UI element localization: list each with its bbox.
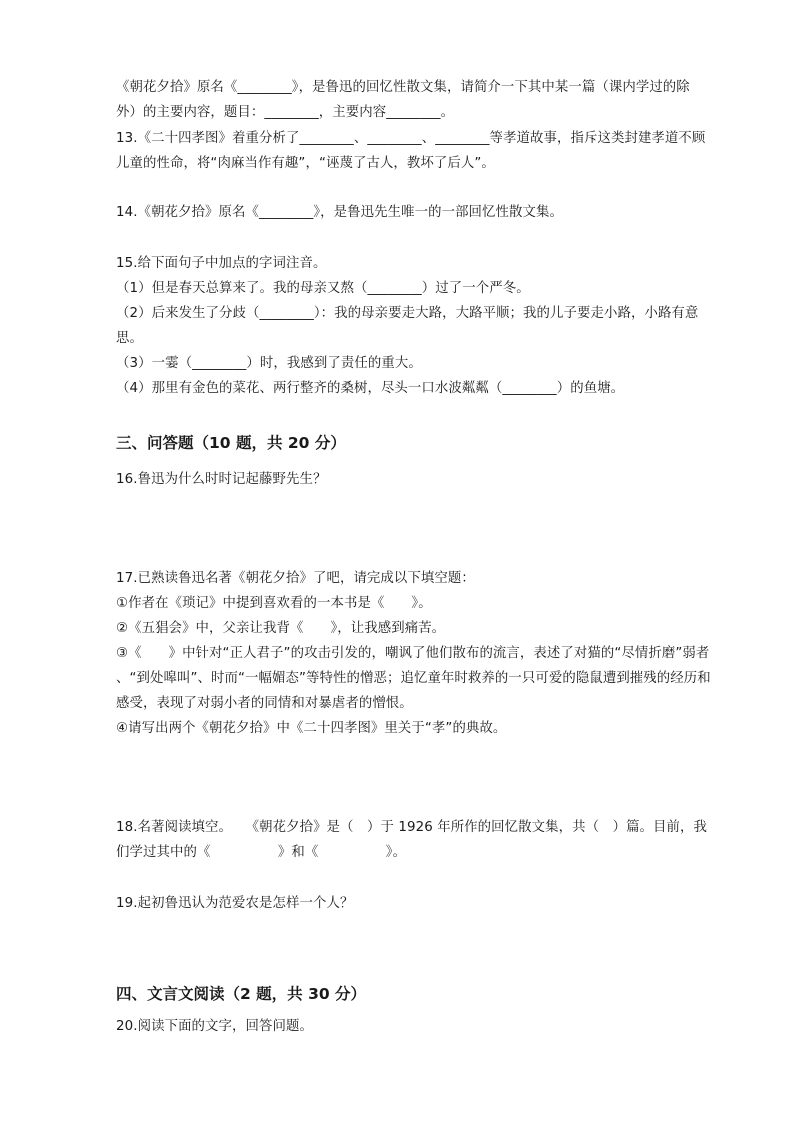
- q18-line-2: 们学过其中的《 》和《 》。: [116, 845, 407, 860]
- section-heading-3: 三、问答题（10 题，共 20 分）: [116, 434, 346, 452]
- q20-line: 20.阅读下面的文字，回答问题。: [116, 1019, 313, 1034]
- q16-line: 16.鲁迅为什么时时记起藤野先生？: [116, 472, 327, 487]
- q17-item-4: ④请写出两个《朝花夕拾》中《二十四孝图》里关于“孝”的典故。: [116, 721, 507, 736]
- q15-title: 15.给下面句子中加点的字词注音。: [116, 256, 327, 271]
- q12-line-1: 《朝花夕拾》原名《________》，是鲁迅的回忆性散文集，请简介一下其中某一篇（课内学过的除: [116, 80, 690, 95]
- q15-item-2-cont: 思。: [116, 331, 143, 346]
- q13-line-1: 13.《二十四孝图》着重分析了________、________、________等孝道故事，指斥这类封建孝道不顾: [116, 131, 706, 146]
- q14-line: 14.《朝花夕拾》原名《________》，是鲁迅先生唯一的一部回忆性散文集。: [116, 205, 563, 220]
- q19-line: 19.起初鲁迅认为范爱农是怎样一个人？: [116, 896, 354, 911]
- q18-line-1: 18.名著阅读填空。 《朝花夕拾》是（ ）于 1926 年所作的回忆散文集，共（ ）篇。目前，我: [116, 820, 708, 835]
- q15-item-1: （1）但是春天总算来了。我的母亲又熬（________）过了一个严冬。: [116, 281, 530, 296]
- q15-item-3: （3）一霎（________）时，我感到了责任的重大。: [116, 356, 422, 371]
- q17-item-1: ①作者在《琐记》中提到喜欢看的一本书是《 》。: [116, 596, 432, 611]
- q17-item-3-line-2: 、“到处嗥叫”、时而“一幅媚态”等特性的憎恶；追忆童年时救养的一只可爱的隐鼠遭到摧残的经历和: [116, 671, 711, 686]
- q17-title: 17.已熟读鲁迅名著《朝花夕拾》了吧，请完成以下填空题：: [116, 571, 475, 586]
- q17-item-2: ②《五猖会》中，父亲让我背《 》，让我感到痛苦。: [116, 621, 446, 636]
- section-heading-4: 四、文言文阅读（2 题，共 30 分）: [116, 985, 367, 1003]
- q15-item-4: （4）那里有金色的菜花、两行整齐的桑树，尽头一口水波粼粼（________）的鱼塘。: [116, 381, 625, 396]
- q17-item-3-line-3: 感受，表现了对弱小者的同情和对暴虐者的憎恨。: [116, 696, 413, 711]
- q15-item-2: （2）后来发生了分歧（________）：我的母亲要走大路，大路平顺；我的儿子要走小路，小路有意: [116, 306, 699, 321]
- q12-line-2: 外）的主要内容，题目：________，主要内容________。: [116, 105, 455, 120]
- q17-item-3-line-1: ③《 》中针对“正人君子”的攻击引发的，嘲讽了他们散布的流言，表述了对猫的“尽情折磨”弱者: [116, 646, 710, 661]
- q13-line-2: 儿童的性命，将“肉麻当作有趣”，“诬蔑了古人，教坏了后人”。: [116, 156, 495, 171]
